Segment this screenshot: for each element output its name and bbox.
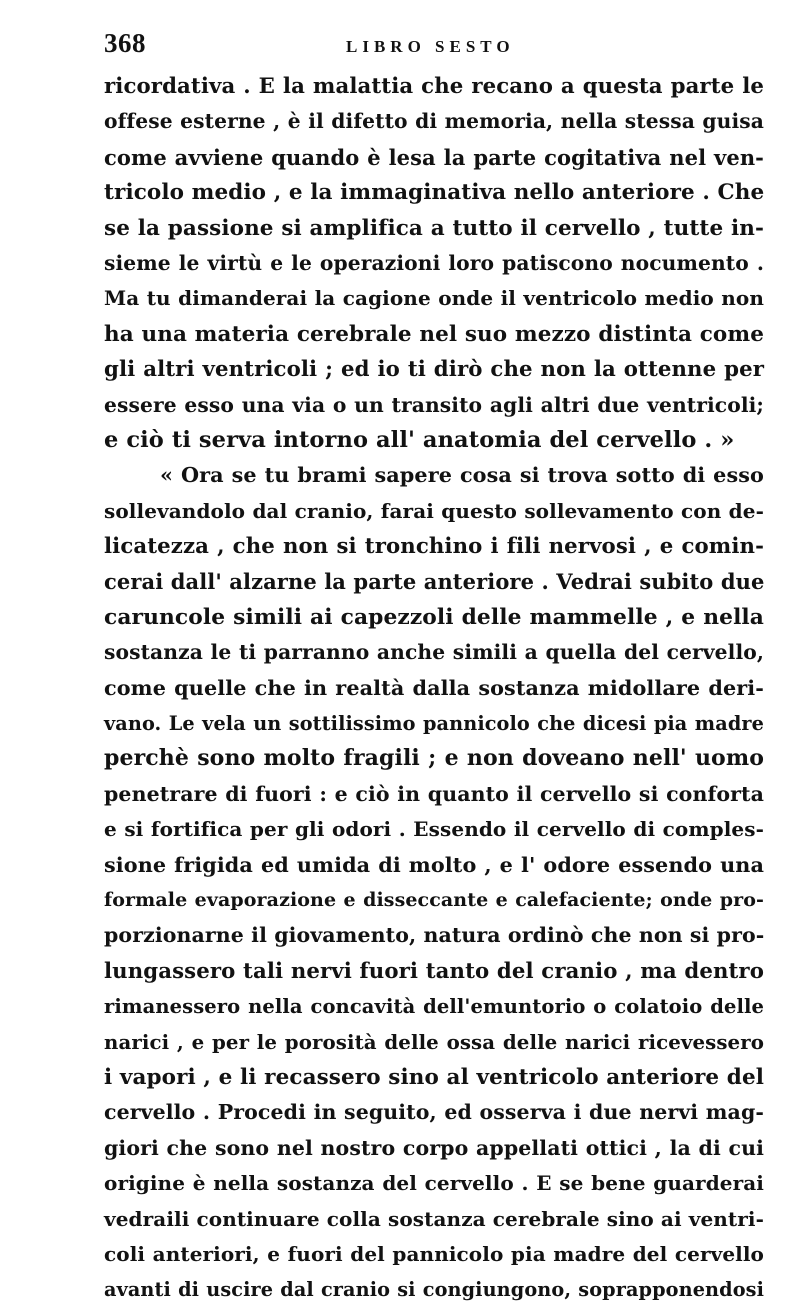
paragraph-start-line: « Ora se tu brami sapere cosa si trova sotto di esso (160, 463, 764, 488)
page-header (104, 28, 764, 64)
text-line: lungassero tali nervi fuori tanto del cranio , ma dentro (104, 958, 764, 984)
text-line: sione frigida ed umida di molto , e l' odore essendo una (104, 852, 764, 877)
text-line: formale evaporazione e disseccante e calefaciente; onde pro- (104, 888, 764, 911)
text-line: avanti di uscire dal cranio si congiungono, soprapponendosi (104, 1278, 764, 1302)
text-line: gli altri ventricoli ; ed io ti dirò che non la ottenne per (104, 357, 764, 383)
text-line: giori che sono nel nostro corpo appellati ottici , la di cui (104, 1135, 764, 1160)
text-line: perchè sono molto fragili ; e non doveano nell' uomo (104, 745, 764, 772)
text-line: offese esterne , è il difetto di memoria, nella stessa guisa (104, 109, 764, 134)
paragraph-end-line: e ciò ti serva intorno all' anatomia del cervello . » (104, 426, 735, 453)
text-line: coli anteriori, e fuori del pannicolo pia madre del cervello (104, 1241, 764, 1266)
text-line: sollevandolo dal cranio, farai questo sollevamento con de- (104, 498, 764, 523)
text-line: Ma tu dimanderai la cagione onde il ventricolo medio non (104, 286, 764, 311)
text-line: cervello . Procedi in seguito, ed osserva i due nervi mag- (104, 1100, 764, 1125)
text-line: porzionarne il giovamento, natura ordinò che non si pro- (104, 923, 765, 948)
text-line: penetrare di fuori : e ciò in quanto il cervello si conforta (104, 781, 764, 806)
text-line: se la passione si amplifica a tutto il cervello , tutte in- (104, 215, 764, 241)
text-line: essere esso una via o un transito agli altri due ventricoli; (104, 392, 764, 417)
text-line: come avviene quando è lesa la parte cogitativa nel ven- (104, 144, 764, 170)
running-head: LIBRO SESTO (346, 37, 515, 56)
text-line: vano. Le vela un sottilissimo pannicolo che dicesi pia madre (104, 712, 764, 736)
text-line: cerai dall' alzarne la parte anteriore . Vedrai subito due (104, 569, 765, 595)
text-line: licatezza , che non si tronchino i fili nervosi , e comin- (104, 534, 764, 560)
text-line: sieme le virtù e le operazioni loro patiscono nocumento . (104, 250, 764, 275)
text-line: origine è nella sostanza del cervello . E se bene guarderai (104, 1171, 764, 1196)
text-line: e si fortifica per gli odori . Essendo il cervello di comples- (104, 817, 764, 842)
text-line: sostanza le ti parranno anche simili a quella del cervello, (104, 640, 764, 665)
text-line: narici , e per le porosità delle ossa delle narici ricevessero (104, 1029, 764, 1054)
body-text (104, 69, 764, 1308)
text-line: ha una materia cerebrale nel suo mezzo distinta come (104, 321, 764, 347)
text-line: tricolo medio , e la immaginativa nello anteriore . Che (104, 180, 765, 206)
text-line: come quelle che in realtà dalla sostanza midollare deri- (104, 675, 764, 700)
text-line: i vapori , e li recassero sino al ventricolo anteriore del (104, 1064, 764, 1090)
page-number: 368 (104, 28, 146, 58)
text-line: vedraili continuare colla sostanza cerebrale sino ai ventri- (104, 1206, 764, 1231)
text-line: ricordativa . E la malattia che recano a questa parte le (104, 74, 764, 99)
text-line: rimanessero nella concavità dell'emuntorio o colatoio delle (104, 995, 764, 1019)
text-line: caruncole simili ai capezzoli delle mammelle , e nella (104, 604, 764, 630)
